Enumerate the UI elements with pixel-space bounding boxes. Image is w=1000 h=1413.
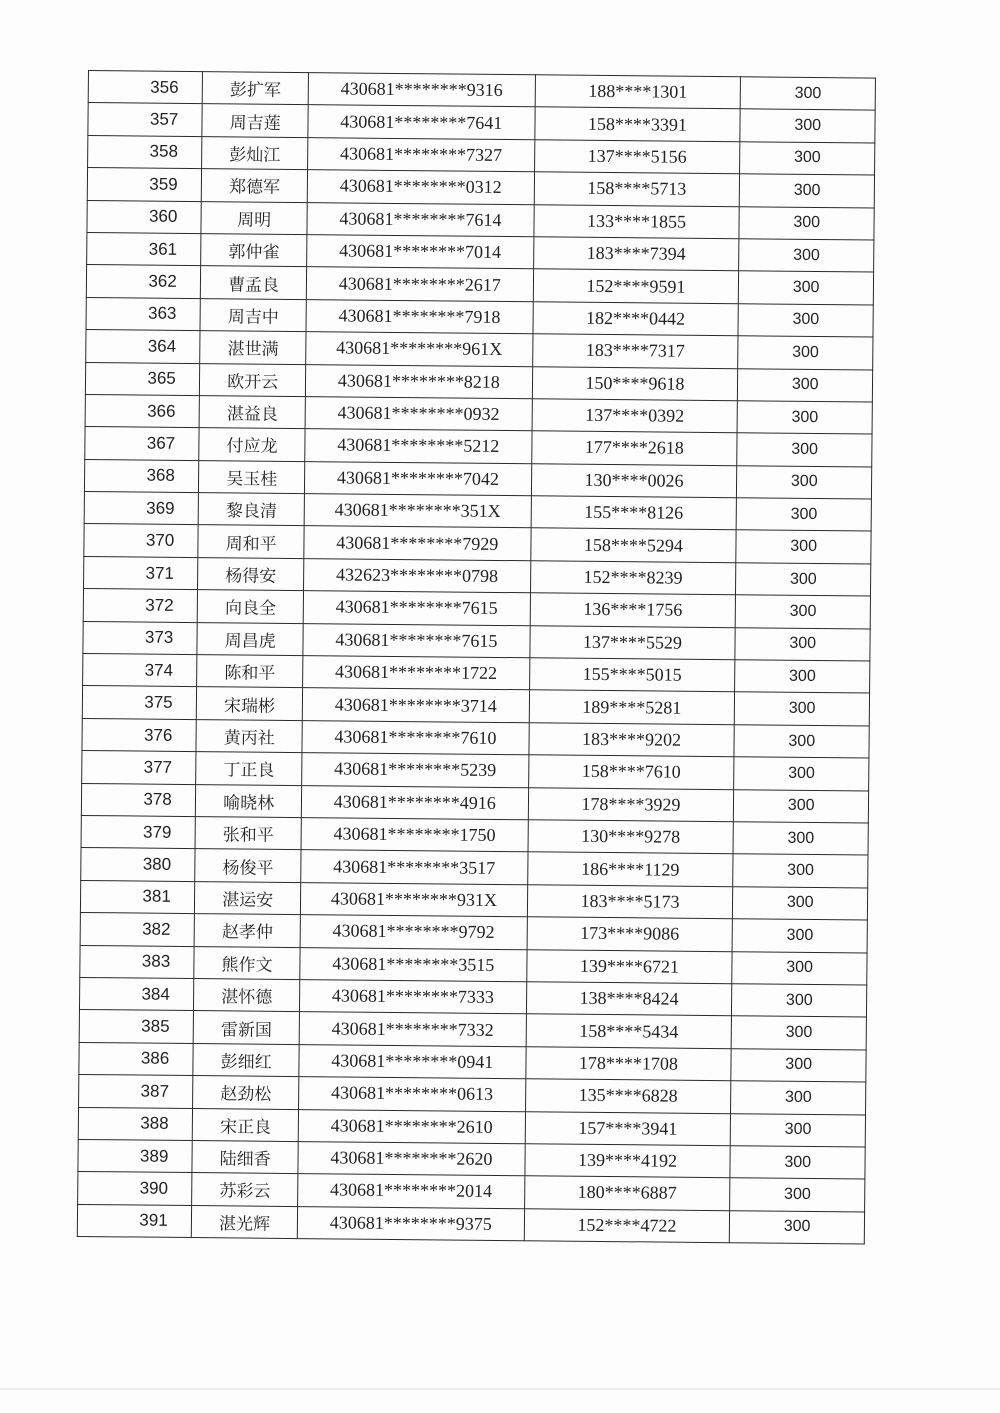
row-number-cell: 384 [79, 977, 193, 1010]
phone-cell: 182****0442 [532, 302, 738, 336]
phone-cell: 135****6828 [525, 1079, 731, 1113]
name-cell: 彭灿江 [202, 136, 308, 169]
row-number-cell: 366 [85, 394, 199, 427]
name-cell: 郭仲雀 [201, 234, 307, 267]
recipient-table-body [77, 71, 875, 1245]
id-number-cell: 430681********7333 [300, 980, 527, 1015]
name-cell: 郑德军 [201, 169, 307, 202]
phone-cell: 152****9591 [533, 269, 739, 303]
row-number-cell: 362 [86, 265, 200, 298]
id-number-cell: 430681********1722 [303, 656, 530, 691]
phone-cell: 130****0026 [531, 463, 737, 497]
amount-cell: 300 [737, 498, 872, 532]
name-cell: 雷新国 [193, 1011, 299, 1044]
id-number-cell: 430681********3517 [301, 850, 528, 885]
name-cell: 周明 [201, 201, 307, 234]
phone-cell: 155****8126 [531, 496, 737, 530]
id-number-cell: 430681********2617 [306, 267, 533, 302]
name-cell: 吴玉桂 [199, 460, 305, 493]
id-number-cell: 430681********3714 [302, 688, 529, 723]
table-row [77, 1204, 864, 1244]
amount-cell: 300 [737, 401, 872, 435]
amount-cell: 300 [740, 109, 875, 143]
phone-cell: 152****4722 [524, 1208, 730, 1242]
amount-cell: 300 [734, 757, 869, 791]
id-number-cell: 430681********9792 [300, 915, 527, 950]
phone-cell: 180****6887 [524, 1176, 730, 1210]
id-number-cell: 430681********7327 [308, 137, 535, 172]
phone-cell: 157****3941 [525, 1111, 731, 1145]
row-number-cell: 365 [85, 362, 199, 395]
row-number-cell: 375 [82, 686, 196, 719]
phone-cell: 152****8239 [530, 561, 736, 595]
id-number-cell: 430681********7615 [303, 623, 530, 658]
amount-cell: 300 [736, 563, 871, 597]
phone-cell: 158****5434 [526, 1014, 732, 1048]
amount-cell: 300 [736, 530, 871, 564]
row-number-cell: 374 [83, 654, 197, 687]
id-number-cell: 430681********7610 [302, 720, 529, 755]
name-cell: 丁正良 [196, 752, 302, 785]
amount-cell: 300 [730, 1210, 865, 1244]
phone-cell: 186****1129 [527, 852, 733, 886]
amount-cell: 300 [734, 789, 869, 823]
page-edge-shadow [0, 1388, 1000, 1390]
id-number-cell: 430681********961X [306, 332, 533, 367]
amount-cell: 300 [741, 77, 876, 111]
name-cell: 杨得安 [198, 557, 304, 590]
amount-cell: 300 [739, 271, 874, 305]
name-cell: 周吉莲 [202, 104, 308, 137]
row-number-cell: 380 [81, 848, 195, 881]
phone-cell: 189****5281 [529, 690, 735, 724]
name-cell: 张和平 [195, 817, 301, 850]
amount-cell: 300 [733, 854, 868, 888]
amount-cell: 300 [731, 1081, 866, 1115]
id-number-cell: 430681********7042 [305, 461, 532, 496]
row-number-cell: 361 [87, 232, 201, 265]
name-cell: 欧开云 [200, 363, 306, 396]
id-number-cell: 430681********1750 [301, 818, 528, 853]
id-number-cell: 430681********0613 [299, 1077, 526, 1112]
name-cell: 湛运安 [195, 881, 301, 914]
row-number-cell: 379 [81, 815, 195, 848]
name-cell: 喻晓林 [196, 784, 302, 817]
amount-cell: 300 [737, 433, 872, 467]
id-number-cell: 430681********2014 [298, 1174, 525, 1209]
id-number-cell: 430681********7615 [303, 591, 530, 626]
row-number-cell: 370 [84, 524, 198, 557]
row-number-cell: 369 [84, 492, 198, 525]
phone-cell: 158****7610 [528, 755, 734, 789]
phone-cell: 139****4192 [524, 1144, 730, 1178]
amount-cell: 300 [736, 595, 871, 629]
amount-cell: 300 [732, 984, 867, 1018]
row-number-cell: 372 [83, 589, 197, 622]
amount-cell: 300 [732, 919, 867, 953]
id-number-cell: 430681********9316 [308, 73, 535, 108]
amount-cell: 300 [738, 368, 873, 402]
row-number-cell: 357 [88, 103, 202, 136]
id-number-cell: 430681********5239 [302, 753, 529, 788]
amount-cell: 300 [731, 1048, 866, 1082]
row-number-cell: 367 [85, 427, 199, 460]
name-cell: 陆细香 [192, 1140, 298, 1173]
id-number-cell: 430681********931X [301, 882, 528, 917]
amount-cell: 300 [732, 1016, 867, 1050]
phone-cell: 136****1756 [530, 593, 736, 627]
row-number-cell: 388 [78, 1107, 192, 1140]
name-cell: 赵孝仲 [194, 914, 300, 947]
phone-cell: 137****5529 [529, 625, 735, 659]
amount-cell: 300 [730, 1146, 865, 1180]
amount-cell: 300 [734, 725, 869, 759]
id-number-cell: 430681********5212 [305, 429, 532, 464]
id-number-cell: 430681********7332 [299, 1012, 526, 1047]
phone-cell: 177****2618 [531, 431, 737, 465]
amount-cell: 300 [730, 1178, 865, 1212]
name-cell: 周昌虎 [197, 622, 303, 655]
name-cell: 宋瑞彬 [196, 687, 302, 720]
phone-cell: 130****9278 [528, 820, 734, 854]
phone-cell: 188****1301 [535, 75, 741, 109]
phone-cell: 139****6721 [526, 949, 732, 983]
name-cell: 湛光辉 [191, 1205, 297, 1238]
phone-cell: 137****5156 [534, 140, 740, 174]
id-number-cell: 430681********8218 [306, 364, 533, 399]
id-number-cell: 430681********0312 [307, 170, 534, 205]
amount-cell: 300 [733, 886, 868, 920]
row-number-cell: 358 [88, 135, 202, 168]
row-number-cell: 383 [80, 945, 194, 978]
name-cell: 黄丙社 [196, 719, 302, 752]
id-number-cell: 430681********7641 [308, 105, 535, 140]
id-number-cell: 430681********7929 [304, 526, 531, 561]
id-number-cell: 430681********3515 [300, 947, 527, 982]
name-cell: 彭细红 [193, 1043, 299, 1076]
row-number-cell: 382 [80, 913, 194, 946]
row-number-cell: 387 [79, 1075, 193, 1108]
name-cell: 苏彩云 [192, 1173, 298, 1206]
name-cell: 黎良清 [198, 493, 304, 526]
id-number-cell: 430681********9375 [297, 1206, 524, 1241]
phone-cell: 183****5173 [527, 885, 733, 919]
id-number-cell: 430681********7918 [306, 299, 533, 334]
amount-cell: 300 [739, 239, 874, 273]
amount-cell: 300 [738, 336, 873, 370]
phone-cell: 183****7317 [532, 334, 738, 368]
amount-cell: 300 [735, 627, 870, 661]
phone-cell: 158****5713 [534, 172, 740, 206]
name-cell: 曹孟良 [200, 266, 306, 299]
amount-cell: 300 [739, 206, 874, 240]
row-number-cell: 378 [81, 783, 195, 816]
amount-cell: 300 [740, 174, 875, 208]
id-number-cell: 430681********7014 [307, 235, 534, 270]
amount-cell: 300 [735, 692, 870, 726]
name-cell: 宋正良 [192, 1108, 298, 1141]
row-number-cell: 359 [87, 168, 201, 201]
phone-cell: 158****3391 [534, 107, 740, 141]
name-cell: 湛世满 [200, 331, 306, 364]
row-number-cell: 373 [83, 621, 197, 654]
row-number-cell: 371 [84, 556, 198, 589]
id-number-cell: 430681********2610 [298, 1109, 525, 1144]
row-number-cell: 363 [86, 297, 200, 330]
amount-cell: 300 [735, 660, 870, 694]
phone-cell: 155****5015 [529, 658, 735, 692]
phone-cell: 183****7394 [533, 237, 739, 271]
phone-cell: 178****1708 [525, 1046, 731, 1080]
row-number-cell: 390 [78, 1172, 192, 1205]
amount-cell: 300 [731, 1113, 866, 1147]
name-cell: 付应龙 [199, 428, 305, 461]
name-cell: 赵劲松 [193, 1076, 299, 1109]
id-number-cell: 430681********2620 [298, 1141, 525, 1176]
name-cell: 陈和平 [197, 655, 303, 688]
amount-cell: 300 [733, 822, 868, 856]
name-cell: 湛怀德 [194, 978, 300, 1011]
phone-cell: 150****9618 [532, 366, 738, 400]
phone-cell: 133****1855 [533, 204, 739, 238]
phone-cell: 138****8424 [526, 982, 732, 1016]
id-number-cell: 430681********7614 [307, 202, 534, 237]
row-number-cell: 381 [80, 880, 194, 913]
id-number-cell: 430681********351X [304, 494, 531, 529]
row-number-cell: 356 [88, 71, 202, 104]
row-number-cell: 368 [84, 459, 198, 492]
name-cell: 周和平 [198, 525, 304, 558]
row-number-cell: 364 [86, 330, 200, 363]
name-cell: 湛益良 [199, 395, 305, 428]
name-cell: 杨俊平 [195, 849, 301, 882]
phone-cell: 183****9202 [528, 723, 734, 757]
phone-cell: 158****5294 [530, 528, 736, 562]
name-cell: 向良全 [197, 590, 303, 623]
row-number-cell: 389 [78, 1139, 192, 1172]
id-number-cell: 430681********0941 [299, 1044, 526, 1079]
id-number-cell: 430681********4916 [302, 785, 529, 820]
row-number-cell: 391 [77, 1204, 191, 1237]
recipient-table [77, 70, 876, 1245]
amount-cell: 300 [738, 303, 873, 337]
name-cell: 周吉中 [200, 298, 306, 331]
id-number-cell: 432623********0798 [304, 558, 531, 593]
phone-cell: 137****0392 [532, 399, 738, 433]
row-number-cell: 386 [79, 1042, 193, 1075]
row-number-cell: 377 [82, 751, 196, 784]
name-cell: 熊作文 [194, 946, 300, 979]
id-number-cell: 430681********0932 [305, 397, 532, 432]
amount-cell: 300 [740, 142, 875, 176]
row-number-cell: 376 [82, 718, 196, 751]
amount-cell: 300 [737, 465, 872, 499]
amount-cell: 300 [732, 951, 867, 985]
phone-cell: 173****9086 [527, 917, 733, 951]
row-number-cell: 360 [87, 200, 201, 233]
name-cell: 彭扩军 [202, 72, 308, 105]
row-number-cell: 385 [79, 1010, 193, 1043]
phone-cell: 178****3929 [528, 787, 734, 821]
